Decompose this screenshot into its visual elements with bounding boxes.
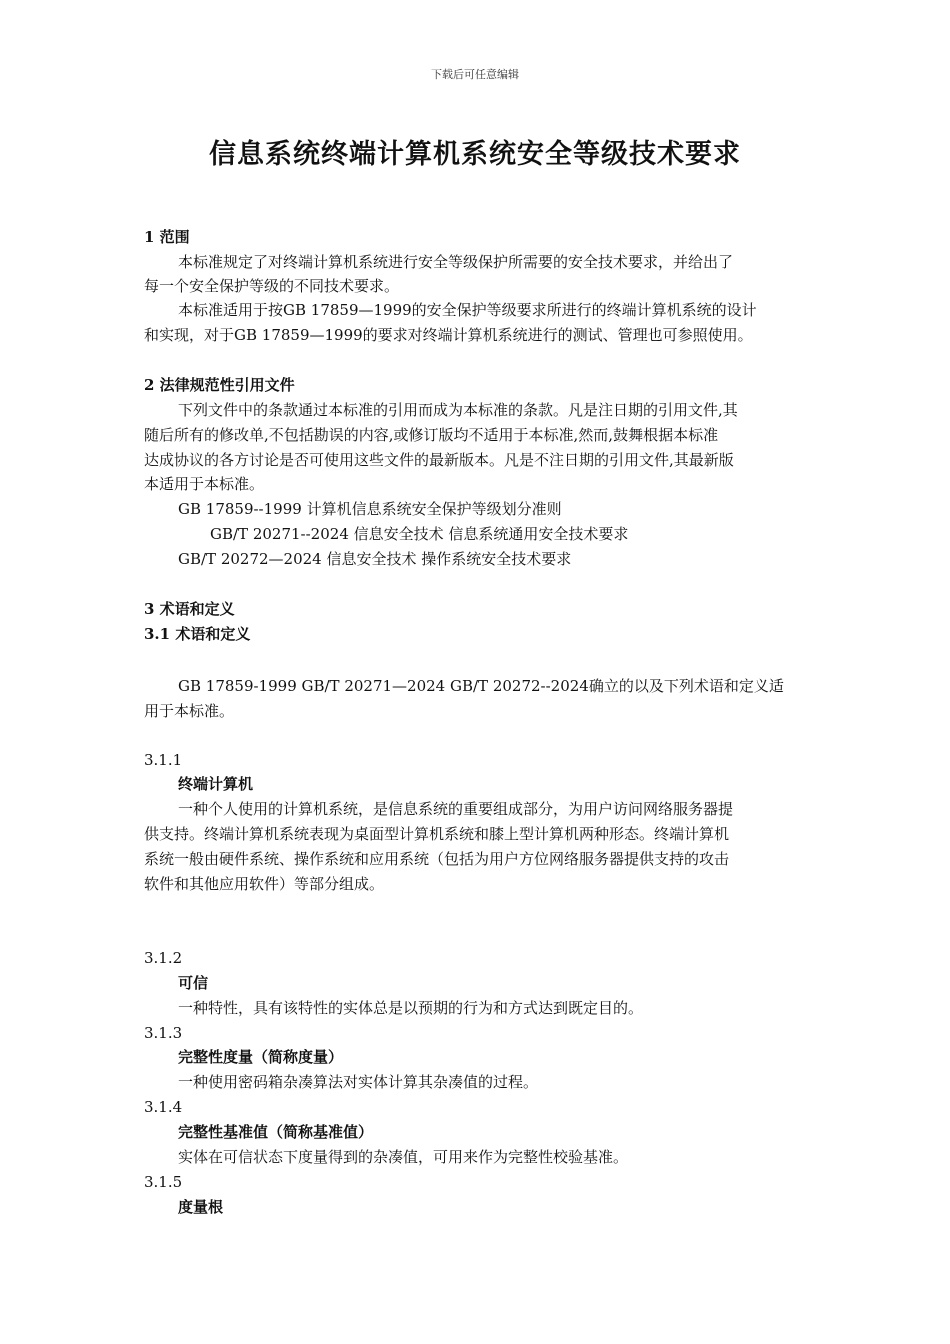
- section-heading-terms: 3 术语和定义: [144, 600, 235, 618]
- clause-number: 3.1.1: [144, 751, 183, 769]
- paragraph-line: 一种特性，具有该特性的实体总是以预期的行为和方式达到既定目的。: [178, 999, 644, 1017]
- paragraph-line: 达成协议的各方讨论是否可使用这些文件的最新版本。凡是不注日期的引用文件,其最新版: [144, 451, 734, 469]
- reference-item: GB/T 20271--2024 信息安全技术 信息系统通用安全技术要求: [210, 525, 629, 543]
- term-name: 完整性基准值（简称基准值）: [178, 1123, 374, 1141]
- clause-number: 3.1.5: [144, 1173, 183, 1191]
- reference-item: GB/T 20272—2024 信息安全技术 操作系统安全技术要求: [178, 550, 572, 568]
- clause-number: 3.1.2: [144, 949, 183, 967]
- term-name: 度量根: [178, 1198, 224, 1216]
- clause-number: 3.1.4: [144, 1098, 183, 1116]
- paragraph-line: 本标准规定了对终端计算机系统进行安全等级保护所需要的安全技术要求，并给出了: [178, 253, 734, 271]
- paragraph-line: 实体在可信状态下度量得到的杂凑值，可用来作为完整性校验基准。: [178, 1148, 629, 1166]
- paragraph-line: 和实现，对于GB 17859—1999的要求对终端计算机系统进行的测试、管理也可参照使用。: [144, 326, 753, 344]
- subsection-heading-terms: 3.1 术语和定义: [144, 625, 251, 643]
- term-name: 完整性度量（简称度量）: [178, 1048, 344, 1066]
- term-name: 终端计算机: [178, 775, 254, 793]
- paragraph-line: 供支持。终端计算机系统表现为桌面型计算机系统和膝上型计算机两种形态。终端计算机: [144, 825, 730, 843]
- paragraph-line: 本标准适用于按GB 17859—1999的安全保护等级要求所进行的终端计算机系统的设计: [178, 301, 757, 319]
- paragraph-line: 一种使用密码箱杂凑算法对实体计算其杂凑值的过程。: [178, 1073, 539, 1091]
- paragraph-line: GB 17859-1999 GB/T 20271—2024 GB/T 20272--2024确立的以及下列术语和定义适: [178, 677, 784, 695]
- paragraph-line: 本适用于本标准。: [144, 475, 265, 493]
- paragraph-line: 随后所有的修改单,不包括勘误的内容,或修订版均不适用于本标准,然而,鼓舞根据本标准: [144, 426, 719, 444]
- paragraph-line: 系统一般由硬件系统、操作系统和应用系统（包括为用户方位网络服务器提供支持的攻击: [144, 850, 730, 868]
- paragraph-line: 软件和其他应用软件）等部分组成。: [144, 875, 385, 893]
- paragraph-line: 一种个人使用的计算机系统，是信息系统的重要组成部分，为用户访问网络服务器提: [178, 800, 734, 818]
- paragraph-line: 用于本标准。: [144, 702, 235, 720]
- term-name: 可信: [178, 974, 209, 992]
- clause-number: 3.1.3: [144, 1024, 183, 1042]
- reference-item: GB 17859--1999 计算机信息系统安全保护等级划分准则: [178, 500, 562, 518]
- document-title: 信息系统终端计算机系统安全等级技术要求: [209, 139, 741, 170]
- section-heading-references: 2 法律规范性引用文件: [144, 376, 295, 394]
- section-heading-scope: 1 范围: [144, 228, 190, 246]
- header-note: 下载后可任意编辑: [431, 68, 519, 81]
- paragraph-line: 每一个安全保护等级的不同技术要求。: [144, 277, 400, 295]
- paragraph-line: 下列文件中的条款通过本标准的引用而成为本标准的条款。凡是注日期的引用文件,其: [178, 401, 738, 419]
